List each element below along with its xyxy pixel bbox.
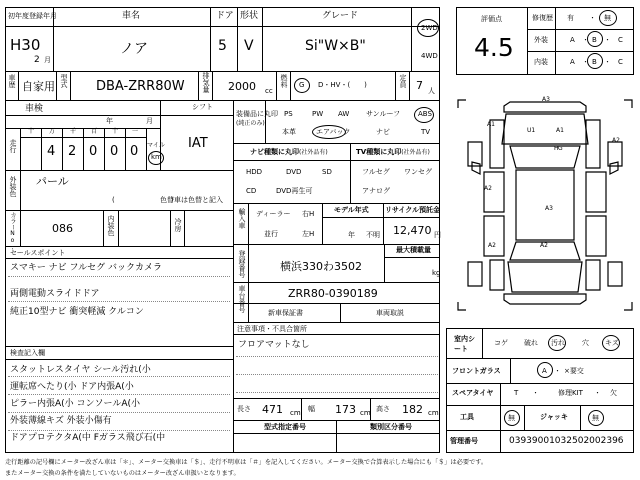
chassis-value: ZRR80-0390189 bbox=[288, 287, 378, 300]
sales-line-2: 両側電動スライドドア bbox=[10, 289, 100, 299]
diagram-label-0: A3 bbox=[542, 96, 550, 103]
sales-line-1: スマキー ナビ フルセグ バックカメラ bbox=[10, 263, 163, 273]
width-unit: cm bbox=[360, 409, 371, 417]
interior-opt-3: ・ bbox=[604, 58, 611, 66]
registration-value: 横浜330わ3502 bbox=[280, 260, 362, 273]
front-glass-label: フロントガラス bbox=[452, 367, 501, 375]
jack-none-circle bbox=[588, 410, 604, 426]
mileage-unit-3: 百 bbox=[91, 128, 98, 135]
inspector-label: 検査記入欄 bbox=[10, 349, 45, 357]
mileage-digit-1: 4 bbox=[47, 144, 56, 159]
equipment-item-3: サンルーフ bbox=[366, 110, 401, 118]
seat-opt-1: 破れ bbox=[524, 339, 538, 347]
exterior-label: 外装色 bbox=[9, 176, 17, 197]
first-reg-month: 2 bbox=[34, 55, 40, 65]
equipment-item-0: PS bbox=[284, 110, 293, 118]
nav-item2-1: DVD再生可 bbox=[276, 187, 313, 195]
interior-opt-2: B bbox=[592, 58, 597, 66]
width-value: 173 bbox=[335, 403, 356, 416]
manual-doc: 車両取説 bbox=[376, 309, 404, 317]
mileage-unit-2: 千 bbox=[70, 128, 77, 135]
glass-opt-2: ×要交 bbox=[564, 367, 584, 375]
nav-title bbox=[250, 149, 328, 156]
mileage-digit-5: 0 bbox=[130, 144, 139, 159]
shift-value: IAT bbox=[188, 136, 208, 151]
seat-scratch-circle bbox=[602, 335, 620, 351]
equipment-item2-1: エアバック bbox=[316, 128, 351, 136]
color-no-value: 086 bbox=[52, 222, 73, 235]
height-value: 182 bbox=[402, 403, 423, 416]
mileage-digit-2: 2 bbox=[68, 144, 77, 159]
abs-circle bbox=[414, 107, 434, 123]
spare-opt-4: 欠 bbox=[610, 389, 617, 397]
repair-label: 修復歴 bbox=[532, 14, 553, 22]
spare-opt-2: 修理KIT bbox=[558, 389, 583, 397]
model-label: 型式 bbox=[60, 74, 68, 88]
spare-label: スペアタイヤ bbox=[452, 389, 494, 397]
exterior-b-circle bbox=[587, 31, 603, 47]
capacity-value: 7 bbox=[416, 79, 423, 92]
exterior-score-label: 外装 bbox=[534, 36, 548, 44]
mileage-mile: マイル bbox=[147, 142, 165, 149]
height-unit: cm bbox=[428, 409, 439, 417]
seat-opt-2: 汚れ bbox=[551, 339, 565, 347]
exterior-opt-1: ・ bbox=[582, 36, 589, 44]
spare-opt-0: T bbox=[514, 389, 519, 397]
equipment-item2-3: TV bbox=[421, 128, 431, 136]
diagram-label-8: A2 bbox=[612, 137, 620, 144]
nav-item-0: HDD bbox=[246, 168, 263, 176]
equipment-item2-0: 本革 bbox=[282, 128, 296, 136]
exterior-opt-0: A bbox=[570, 36, 575, 44]
warranty-doc: 新車保証書 bbox=[268, 309, 303, 317]
grade-value: Si"W×B" bbox=[305, 38, 366, 54]
equipment-item-1: PW bbox=[312, 110, 324, 118]
max-load-label: 最大積載量 bbox=[396, 246, 431, 254]
seat-opt-4: キズ bbox=[605, 339, 619, 347]
chassis-label: 車台番号 bbox=[238, 285, 246, 313]
import-dealer: ディーラー bbox=[256, 210, 291, 218]
registration-label: 登録番号 bbox=[238, 250, 246, 278]
inspector-line-2: 運転席へたり(小 ドア内張A(小 bbox=[10, 382, 134, 392]
glass-opt-1: ・ bbox=[554, 367, 561, 375]
nav-item-1: DVD bbox=[286, 168, 302, 176]
repair-none-circle bbox=[599, 10, 617, 26]
drive-4wd: 4WD bbox=[421, 52, 438, 60]
equipment-subtitle: (純正のみ) bbox=[236, 120, 265, 127]
diagram-label-6: A3 bbox=[545, 205, 553, 212]
mileage-km: km bbox=[151, 153, 162, 161]
displacement-value: 2000 bbox=[228, 80, 256, 93]
equipment-item-2: AW bbox=[338, 110, 350, 118]
seat-opt-0: コゲ bbox=[494, 339, 508, 347]
first-reg-year: H30 bbox=[10, 36, 41, 54]
equipment-title: 装備品に丸印 bbox=[236, 110, 278, 118]
grade-label: グレード bbox=[322, 11, 359, 21]
first-reg-month-unit: 月 bbox=[44, 56, 51, 64]
tv-title-text: TV種類に丸印 bbox=[356, 148, 402, 156]
inspection-year: 年 bbox=[106, 117, 113, 125]
diagram-label-1: U1 bbox=[527, 127, 536, 134]
repair-opt-2: 無 bbox=[604, 14, 611, 22]
length-unit: cm bbox=[290, 409, 301, 417]
mileage-unit-1: 万 bbox=[49, 128, 56, 135]
diagram-label-2: A1 bbox=[556, 127, 564, 134]
max-load-unit: kg bbox=[432, 269, 441, 277]
recycle-unit: 円 bbox=[434, 231, 441, 239]
tools-label: 工具 bbox=[460, 413, 474, 421]
nav-item-2: SD bbox=[322, 168, 332, 176]
exterior-color: パール bbox=[36, 175, 69, 188]
color-no-label: カラーNo. bbox=[9, 212, 16, 251]
mileage-unit-5: 一 bbox=[132, 128, 139, 135]
glass-opt-0: A bbox=[542, 367, 547, 375]
model-year-label: モデル年式 bbox=[334, 206, 369, 214]
sales-line-3: 純正10型ナビ 衝突軽減 クルコン bbox=[10, 307, 144, 317]
height-label: 高さ bbox=[376, 405, 390, 413]
import-right: 右H bbox=[302, 210, 315, 218]
tv-subtitle: (社外品有) bbox=[401, 149, 430, 156]
import-parallel: 並行 bbox=[264, 230, 278, 238]
front-glass-a-circle bbox=[537, 362, 553, 378]
tv-item2-0: アナログ bbox=[362, 187, 390, 195]
usage-label: 車歴 bbox=[8, 74, 16, 88]
score-label: 評価点 bbox=[481, 15, 502, 23]
airbag-circle bbox=[312, 125, 346, 139]
shape-value: V bbox=[244, 38, 254, 54]
seat-stain-circle bbox=[548, 335, 566, 351]
car-name: ノア bbox=[120, 41, 148, 57]
class-label: 類別区分番号 bbox=[370, 423, 412, 431]
displacement-label: 排気量 bbox=[202, 72, 210, 93]
shape-label: 形状 bbox=[240, 11, 259, 21]
fuel-label: 燃料 bbox=[280, 74, 288, 88]
footer-line-2: またメーター交換の条件を満たしていないものはメーター改ざん車扱いとなります。 bbox=[5, 470, 240, 477]
management-value: 03939001032502002396 bbox=[509, 436, 624, 446]
jack-value: 無 bbox=[592, 414, 599, 422]
jack-label: ジャッキ bbox=[540, 413, 568, 421]
usage-value: 自家用 bbox=[22, 80, 55, 93]
interior-b-circle bbox=[587, 53, 603, 69]
inspector-line-3: ピラー内張A(小 コンソールA(小 bbox=[10, 399, 141, 409]
import-left: 左H bbox=[302, 230, 315, 238]
recycle-value: 12,470 bbox=[393, 224, 432, 237]
spare-opt-3: ・ bbox=[594, 389, 601, 397]
diagram-label-3: H bbox=[554, 145, 559, 152]
seat-label: 室内シート bbox=[454, 335, 475, 353]
interior-opt-4: C bbox=[618, 58, 623, 66]
seat-opt-3: 穴 bbox=[582, 339, 589, 347]
car-name-label: 車名 bbox=[122, 11, 141, 21]
length-label: 長さ bbox=[237, 405, 251, 413]
diagram-label-4: G bbox=[558, 145, 563, 152]
mileage-label: 走行 bbox=[9, 139, 17, 153]
exterior-opt-4: C bbox=[618, 36, 623, 44]
recycle-label: リサイクル預託金 bbox=[385, 206, 441, 214]
spare-opt-1: ・ bbox=[532, 389, 539, 397]
inspector-line-5: ドアプロテクタA(中 Fガラス飛び石(中 bbox=[10, 433, 166, 443]
interior-opt-1: ・ bbox=[582, 58, 589, 66]
interior-opt-0: A bbox=[570, 58, 575, 66]
notes-label: 注意事項・不具合箇所 bbox=[237, 325, 307, 333]
inspector-line-1: スタットレスタイヤ シール汚れ(小 bbox=[10, 365, 151, 375]
diagram-label-9: A2 bbox=[488, 242, 496, 249]
equipment-item2-2: ナビ bbox=[376, 128, 390, 136]
tools-value: 無 bbox=[508, 414, 515, 422]
first-reg-label: 初年度登録年月 bbox=[8, 12, 57, 20]
mileage-digit-4: 0 bbox=[110, 144, 119, 159]
inspection-label: 車検 bbox=[25, 104, 44, 114]
doors-label: ドア bbox=[216, 11, 234, 21]
model-value: DBA-ZRR80W bbox=[96, 79, 185, 94]
inspector-line-4: 外装薄線キズ 外装小傷有 bbox=[10, 416, 112, 426]
model-year-unknown: 不明 bbox=[366, 231, 380, 239]
management-label: 管理番号 bbox=[450, 437, 478, 445]
mileage-unit-0: 十 bbox=[28, 128, 35, 135]
exterior-note-paren: ( ) bbox=[112, 196, 174, 204]
doors-value: 5 bbox=[218, 38, 227, 54]
diagram-label-7: A1 bbox=[487, 121, 495, 128]
capacity-unit: 人 bbox=[428, 87, 435, 95]
exterior-note: 色替車は色替と記入 bbox=[160, 196, 223, 204]
footer-line-1: 走行距離の記号欄にメーター改ざん車は「＊」、メーター交換車は「＄」、走行不明車は「＃」を記入してください。メーター交換で合算表示した場合にも「＄」は必要です。 bbox=[5, 459, 488, 466]
interior-color-label: 内装色 bbox=[107, 215, 115, 236]
exterior-opt-2: B bbox=[592, 36, 597, 44]
repair-opt-0: 有 bbox=[567, 14, 574, 22]
aircon-label: 冷房 bbox=[174, 218, 182, 232]
repair-opt-1: ・ bbox=[589, 14, 596, 22]
nav-subtitle: (社外品有) bbox=[299, 149, 328, 156]
fuel-g: G bbox=[299, 81, 305, 89]
shift-label: シフト bbox=[192, 103, 213, 111]
import-label: 輸入車 bbox=[238, 208, 246, 229]
equipment-item-4: ABS bbox=[418, 110, 432, 118]
displacement-unit: cc bbox=[265, 87, 273, 95]
inspection-month: 月 bbox=[146, 117, 153, 125]
length-value: 471 bbox=[262, 403, 283, 416]
interior-score-label: 内装 bbox=[534, 58, 548, 66]
width-label: 幅 bbox=[308, 405, 315, 413]
diagram-label-5: A2 bbox=[484, 185, 492, 192]
tools-none-circle bbox=[504, 410, 520, 426]
tv-item-1: ワンセグ bbox=[404, 168, 432, 176]
nav-title-text: ナビ種類に丸印 bbox=[250, 148, 299, 156]
mileage-unit-4: 十 bbox=[112, 128, 119, 135]
capacity-label: 定員 bbox=[399, 74, 407, 88]
notes-line-1: フロアマットなし bbox=[238, 340, 310, 350]
exterior-opt-3: ・ bbox=[604, 36, 611, 44]
diagram-label-10: A2 bbox=[540, 242, 548, 249]
nav-item2-0: CD bbox=[246, 187, 257, 195]
fuel-rest: D・HV・( ) bbox=[318, 81, 367, 89]
mileage-digit-3: 0 bbox=[89, 144, 98, 159]
type-label: 型式指定番号 bbox=[264, 423, 306, 431]
tv-item-0: フルセグ bbox=[362, 168, 390, 176]
tv-title bbox=[356, 149, 430, 156]
score-value: 4.5 bbox=[474, 33, 514, 62]
drive-2wd: 2WD bbox=[421, 24, 438, 32]
sales-label: セールスポイント bbox=[10, 249, 66, 257]
model-year-year: 年 bbox=[348, 231, 355, 239]
